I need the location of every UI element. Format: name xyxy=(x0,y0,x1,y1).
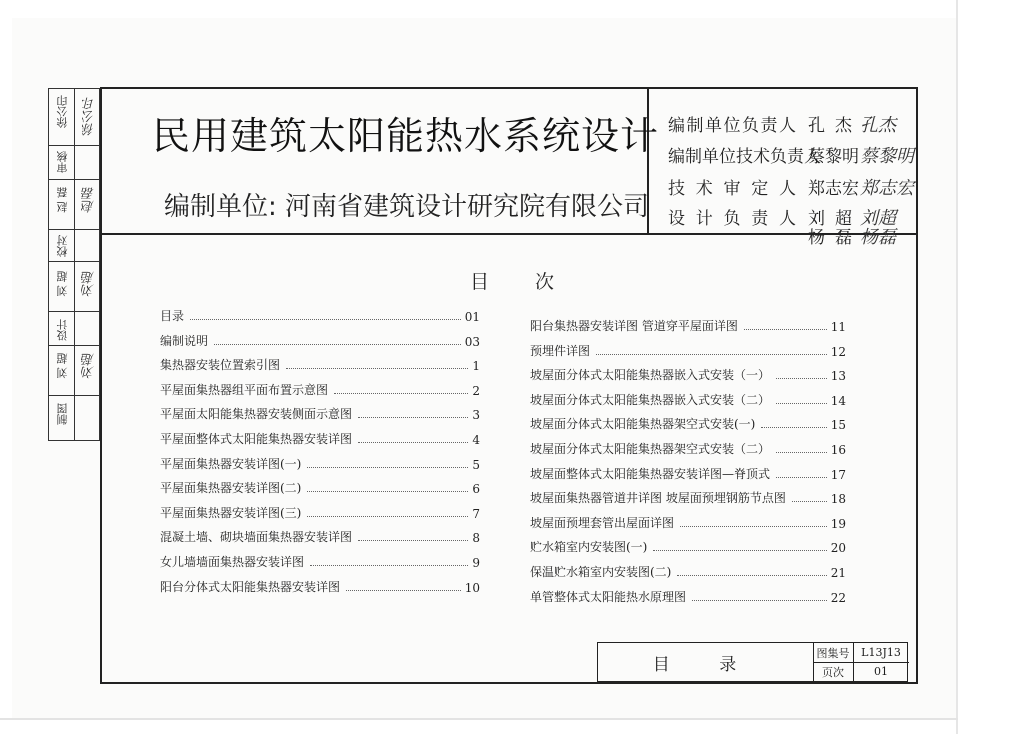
toc-entry-title: 坡屋面分体式太阳能集热器嵌入式安装（二） xyxy=(530,392,771,407)
stamp-label: 校对 xyxy=(56,235,69,257)
toc-entry-title: 坡屋面预埋套管出屋面详图 xyxy=(530,515,675,530)
stamp-signature: 刘超 xyxy=(82,271,97,297)
stamp-cell-line xyxy=(49,261,99,262)
toc-entry[interactable] xyxy=(530,587,846,605)
responsible-row xyxy=(668,142,914,168)
responsible-row xyxy=(668,223,896,249)
responsible-name: 杨 磊 xyxy=(808,228,852,248)
toc-entry[interactable] xyxy=(160,331,480,349)
responsible-signature: 郑志宏 xyxy=(860,178,914,199)
toc-leader-dots xyxy=(334,393,468,394)
toc-entry[interactable] xyxy=(530,414,846,432)
toc-entry-title: 平屋面集热器安装详图(二) xyxy=(160,481,302,496)
toc-entry-page: 5 xyxy=(472,457,480,472)
toc-leader-dots xyxy=(214,344,461,345)
toc-entry-title: 平屋面太阳能集热器安装侧面示意图 xyxy=(160,407,353,422)
toc-entry-page: 9 xyxy=(472,556,480,570)
toc-entry[interactable] xyxy=(530,537,846,555)
toc-entry[interactable] xyxy=(530,562,846,580)
toc-leader-dots xyxy=(307,491,468,492)
toc-entry-title: 阳台分体式太阳能集热器安装详图 xyxy=(160,579,341,594)
stamp-cell-line xyxy=(49,179,99,180)
toc-entry[interactable] xyxy=(530,464,846,482)
signature-stamp-column xyxy=(48,88,100,441)
toc-entry-page: 15 xyxy=(830,418,846,433)
atlas-value: L13J13 xyxy=(861,646,901,659)
toc-leader-dots xyxy=(190,319,461,320)
toc-entry-page: 8 xyxy=(472,531,480,546)
page-value: 01 xyxy=(874,665,888,678)
toc-entry-page: 6 xyxy=(472,482,480,497)
toc-entry[interactable] xyxy=(160,552,480,570)
toc-entry-page: 17 xyxy=(830,467,846,482)
toc-entry-title: 单管整体式太阳能热水原理图 xyxy=(530,589,687,604)
title-block-name: 目 录 xyxy=(598,643,814,681)
stamp-label: 刘 超 xyxy=(56,353,69,379)
toc-leader-dots xyxy=(346,590,461,591)
toc-entry-page: 4 xyxy=(472,433,480,447)
toc-entry-title: 混凝土墙、砌块墙面集热器安装详图 xyxy=(160,530,353,545)
responsible-signature: 刘超 xyxy=(860,208,896,229)
toc-entry-title: 阳台集热器安装详图 管道穿平屋面详图 xyxy=(530,319,738,333)
toc-leader-dots xyxy=(596,354,827,355)
toc-entry-title: 坡屋面分体式太阳能集热器架空式安装(一) xyxy=(530,417,756,432)
toc-leader-dots xyxy=(776,452,827,453)
toc-entry[interactable] xyxy=(160,503,480,521)
toc-heading-right: 次 xyxy=(535,271,555,293)
stamp-signature: 徐公印 xyxy=(82,97,97,136)
stamp-label: 制图 xyxy=(56,403,69,425)
compiling-unit: 编制单位: 河南省建筑设计研究院有限公司 xyxy=(164,192,650,222)
responsible-signature: 杨磊 xyxy=(860,227,896,248)
stamp-divider xyxy=(74,89,75,440)
toc-entry[interactable] xyxy=(160,380,480,398)
toc-entry-title: 女儿墙墙面集热器安装详图 xyxy=(160,555,305,569)
stamp-cell-line xyxy=(49,229,99,230)
toc-entry-page: 14 xyxy=(830,393,846,408)
toc-leader-dots xyxy=(744,329,827,330)
toc-entry[interactable] xyxy=(530,341,846,359)
toc-leader-dots xyxy=(358,442,468,443)
stamp-signature: 赵磊 xyxy=(82,187,97,213)
toc-entry-title: 贮水箱室内安装图(一) xyxy=(530,540,648,555)
responsible-signature: 孔杰 xyxy=(860,115,896,136)
toc-entry-page: 03 xyxy=(464,334,480,349)
toc-entry-title: 坡屋面分体式太阳能集热器嵌入式安装（一） xyxy=(530,368,771,383)
toc-leader-dots xyxy=(692,600,827,601)
toc-leader-dots xyxy=(653,550,826,551)
toc-entry[interactable] xyxy=(530,365,846,383)
stamp-label: 刘 超 xyxy=(56,271,69,297)
toc-entry[interactable] xyxy=(160,527,480,545)
sheet-edge-right xyxy=(956,0,958,734)
responsible-name: 蔡黎明 xyxy=(808,147,859,167)
stamp-cell-line xyxy=(49,145,99,146)
toc-entry-page: 20 xyxy=(830,541,846,556)
toc-entry-title: 预埋件详图 xyxy=(530,343,591,358)
responsible-row xyxy=(668,111,896,137)
toc-entry-title: 坡屋面整体式太阳能集热器安装详图—脊顶式 xyxy=(530,466,771,481)
toc-entry-title: 平屋面整体式太阳能集热器安装详图 xyxy=(160,432,353,446)
toc-entry[interactable] xyxy=(530,390,846,408)
toc-entry-page: 7 xyxy=(472,506,480,521)
toc-leader-dots xyxy=(307,467,468,468)
toc-entry-title: 平屋面集热器安装详图(三) xyxy=(160,505,302,520)
responsible-role: 编制单位技术负责人 xyxy=(668,147,821,167)
toc-leader-dots xyxy=(761,427,826,428)
toc-leader-dots xyxy=(286,368,468,369)
title-block-row xyxy=(813,643,909,663)
toc-entry-title: 坡屋面集热器管道井详图 坡屋面预埋钢筋节点图 xyxy=(530,491,786,506)
toc-entry[interactable] xyxy=(160,306,480,324)
toc-leader-dots xyxy=(358,540,468,541)
responsible-role: 技术审定人 xyxy=(668,179,796,199)
toc-entry-title: 编制说明 xyxy=(160,333,209,348)
page-label: 页次 xyxy=(813,662,854,681)
stamp-label: 设计 xyxy=(56,319,69,341)
toc-entry[interactable] xyxy=(160,454,480,472)
toc-entry-title: 坡屋面分体式太阳能集热器架空式安装（二） xyxy=(530,442,771,456)
toc-leader-dots xyxy=(310,565,468,566)
toc-leader-dots xyxy=(358,417,468,418)
stamp-label: 赵 磊 xyxy=(56,187,69,213)
toc-entry-page: 22 xyxy=(830,590,846,605)
toc-entry[interactable] xyxy=(160,404,480,422)
toc-entry-page: 12 xyxy=(830,344,846,359)
responsible-name: 郑志宏 xyxy=(808,179,859,199)
toc-entry-page: 10 xyxy=(464,580,480,595)
toc-entry[interactable] xyxy=(160,355,480,373)
toc-entry-page: 11 xyxy=(830,320,846,334)
toc-entry-title: 集热器安装位置索引图 xyxy=(160,358,281,373)
toc-leader-dots xyxy=(776,403,827,404)
responsible-role: 设计负责人 xyxy=(668,209,796,229)
toc-entry-page: 19 xyxy=(830,516,846,531)
page-title: 民用建筑太阳能热水系统设计 xyxy=(152,114,660,158)
toc-entry-page: 1 xyxy=(472,359,480,374)
toc-entry-page: 2 xyxy=(472,383,480,398)
responsible-role: 编制单位负责人 xyxy=(668,116,796,136)
atlas-label: 图集号 xyxy=(813,643,854,662)
toc-leader-dots xyxy=(677,575,826,576)
responsible-row xyxy=(668,174,914,200)
responsible-signature: 蔡黎明 xyxy=(860,146,914,167)
stamp-cell-line xyxy=(49,311,99,312)
stamp-label: 审核 xyxy=(56,151,69,173)
toc-entry[interactable] xyxy=(530,439,846,457)
toc-entry-page: 3 xyxy=(472,408,480,423)
toc-entry-page: 18 xyxy=(830,492,846,507)
toc-entry-page: 16 xyxy=(830,443,846,457)
title-block-row xyxy=(813,662,909,681)
sheet-edge-bottom xyxy=(0,718,958,720)
toc-entry-page: 01 xyxy=(464,310,480,324)
stamp-signature: 刘超 xyxy=(82,353,97,379)
stamp-cell-line xyxy=(49,395,99,396)
toc-leader-dots xyxy=(776,477,827,478)
toc-entry[interactable] xyxy=(530,488,846,506)
toc-entry[interactable] xyxy=(160,478,480,496)
toc-leader-dots xyxy=(680,526,827,527)
toc-entry[interactable] xyxy=(160,429,480,447)
responsible-name: 孔 杰 xyxy=(808,116,852,136)
toc-leader-dots xyxy=(792,501,827,502)
toc-entry-title: 平屋面集热器组平面布置示意图 xyxy=(160,382,329,397)
stamp-label: 徐公印 xyxy=(56,95,69,128)
toc-entry-page: 21 xyxy=(830,566,846,580)
toc-entry-title: 平屋面集热器安装详图(一) xyxy=(160,456,302,471)
toc-entry-title: 目录 xyxy=(160,309,185,323)
responsible-name: 刘 超 xyxy=(808,209,852,229)
toc-entry-title: 保温贮水箱室内安装图(二) xyxy=(530,565,672,579)
toc-leader-dots xyxy=(776,378,827,379)
toc-entry[interactable] xyxy=(530,316,846,334)
toc-heading-left: 目 xyxy=(470,271,490,293)
toc-entry[interactable] xyxy=(530,513,846,531)
stamp-cell-line xyxy=(49,345,99,346)
toc-leader-dots xyxy=(307,516,468,517)
toc-entry-page: 13 xyxy=(830,369,846,384)
title-block xyxy=(597,642,908,682)
toc-entry[interactable] xyxy=(160,577,480,595)
